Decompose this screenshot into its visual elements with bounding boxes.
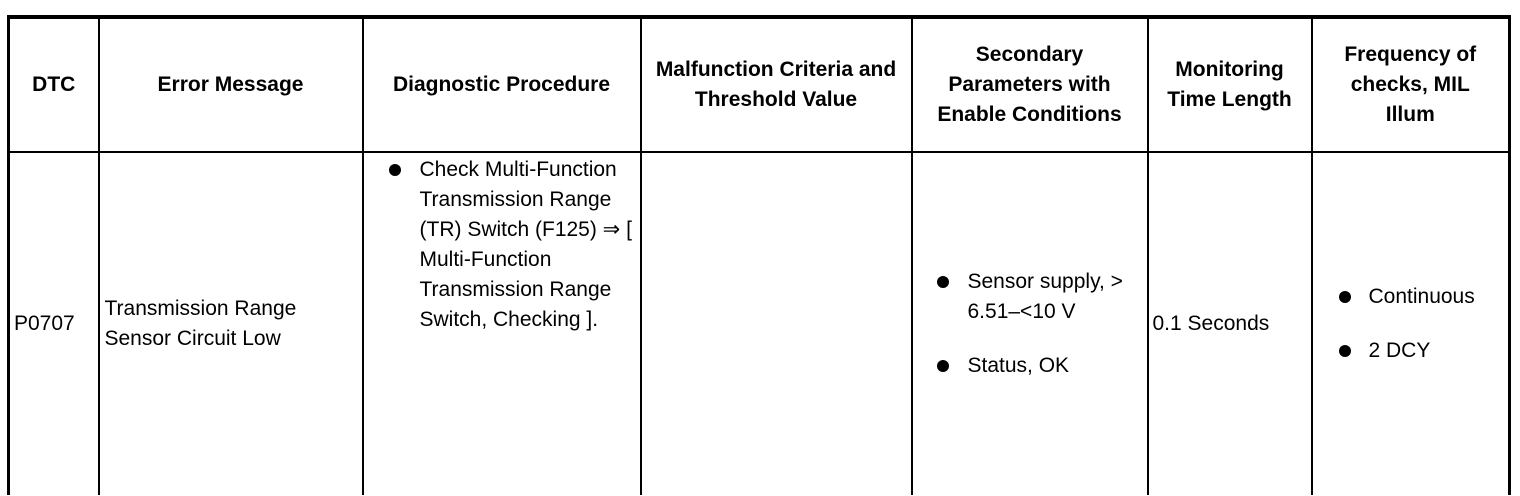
- header-error-message: Error Message: [99, 17, 363, 152]
- header-diagnostic-procedure: Diagnostic Procedure: [363, 17, 641, 152]
- header-malfunction-criteria: Malfunction Criteria and Threshold Value: [641, 17, 912, 152]
- header-frequency: Frequency of checks, MIL Illum: [1312, 17, 1510, 152]
- cell-frequency: [1312, 152, 1510, 495]
- dtc-table: [7, 15, 1511, 495]
- procedure-list: [364, 155, 640, 335]
- header-secondary-parameters: Secondary Parameters with Enable Conditions: [912, 17, 1148, 152]
- header-row: [9, 17, 1510, 152]
- cell-malfunction-criteria: [641, 152, 912, 495]
- cell-monitoring-time: 0.1 Seconds: [1148, 152, 1312, 495]
- cell-error-message: [99, 152, 363, 495]
- header-monitoring-time: Monitoring Time Length: [1148, 17, 1312, 152]
- secondary-parameter-item: Status, OK: [913, 351, 1147, 381]
- error-message-text: Transmission Range Sensor Circuit Low: [104, 297, 297, 350]
- secondary-parameter-item: Sensor supply, > 6.51–<10 V: [913, 267, 1147, 327]
- frequency-list: [1313, 282, 1509, 366]
- frequency-item: 2 DCY: [1313, 336, 1509, 366]
- secondary-parameters-list: [913, 267, 1147, 381]
- frequency-item: Continuous: [1313, 282, 1509, 312]
- table-row: [9, 152, 1510, 495]
- cell-dtc: P0707: [9, 152, 99, 495]
- cell-diagnostic-procedure: [363, 152, 641, 495]
- header-dtc: DTC: [9, 17, 99, 152]
- procedure-item: Check Multi-Function Transmission Range (TR) Switch (F125) ⇒ [ Multi-Function Transmission Range Switch, Checking ].: [364, 155, 640, 335]
- cell-secondary-parameters: [912, 152, 1148, 495]
